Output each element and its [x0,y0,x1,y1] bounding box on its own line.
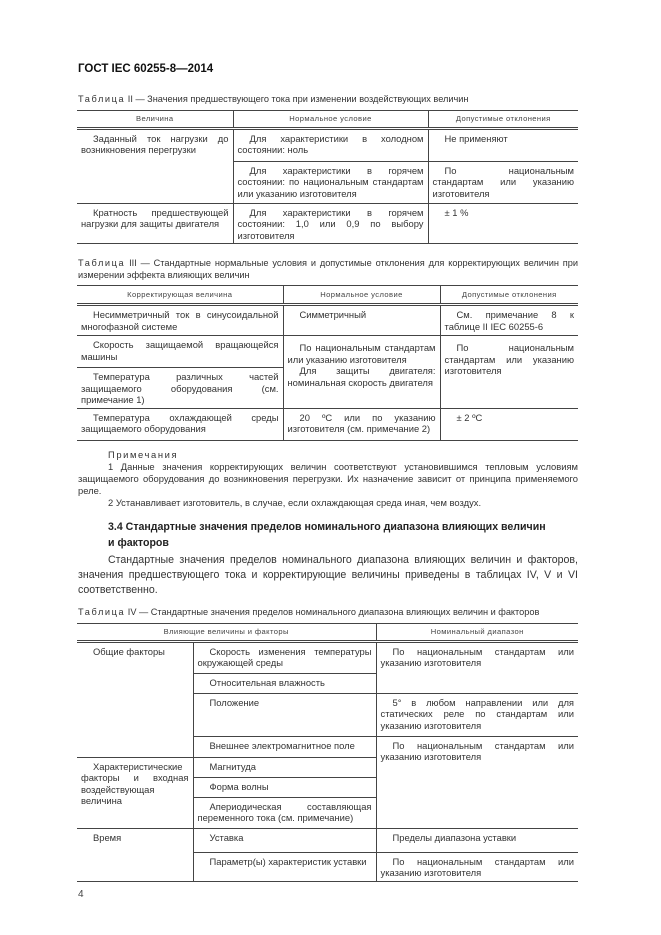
column-header: Нормальное условие [233,111,428,129]
table3-caption [77,257,578,281]
notes-title: Примечания [108,448,179,460]
cell [283,336,440,409]
note-item: 1 Данные значения корректирующих величин соответствуют установившимся тепловым условиям защищаемого оборудования до возникновения перегрузки. Их назначение зависит от принципа применяемого реле. [78,460,578,496]
notes [77,449,578,509]
column-header: Допустимые отклонения [428,111,578,129]
column-header: Корректирующая величина [77,286,283,305]
cell-line: Для защиты двигателя: номинальная скорость двигателя [287,365,436,388]
cell: Пределы диапазона уставки [376,828,578,852]
cell: Для характеристики в горячем состоянии: 1,0 или 0,9 по выбору изготовителя [233,203,428,244]
cell: Кратность предшествующей нагрузки для защиты двигателя [77,203,233,244]
cell: Скорость защищаемой вращающейся машины [77,336,283,368]
cell: ± 2 ºС [440,408,578,440]
caption-label: Таблица [78,258,126,268]
cell: Несимметричный ток в синусоидальной многофазной системе [77,305,283,336]
column-header: Нормальное условие [283,286,440,305]
table2-caption [77,93,578,105]
cell: По национальным стандартам или указанию изготовителя [376,641,578,693]
caption-label: Таблица [78,94,126,104]
cell: Параметр(ы) характеристик уставки [193,852,376,881]
cell: ± 1 % [428,203,578,244]
column-header: Допустимые отклонения [440,286,578,305]
cell: Магнитуда [193,757,376,777]
cell: Уставка [193,828,376,852]
section-heading [77,519,578,551]
cell: Положение [193,693,376,736]
cell: Форма волны [193,777,376,797]
column-header: Влияющие величины и факторы [77,623,376,641]
table-4 [77,623,578,882]
cell: По национальным стандартам или указанию изготовителя [440,336,578,409]
document-header: ГОСТ IEC 60255-8—2014 [78,63,214,75]
group-cell: Общие факторы [77,641,193,757]
note-item: 2 Устанавливает изготовитель, в случае, если охлаждающая среда иная, чем воздух. [108,496,482,508]
cell: Температура различных частей защищаемого оборудования (см. примечание 1) [77,368,283,409]
table-row [77,305,578,336]
page-number: 4 [78,888,84,900]
cell: Для характеристики в холодном состоянии: ноль [233,128,428,161]
cell: Апериодическая составляющая переменного тока (см. примечание) [193,797,376,828]
cell: По национальным стандартам или указанию изготовителя [376,736,578,828]
cell: По национальным стандартам или указанию изготовителя [376,852,578,881]
section-paragraph: Стандартные значения пределов номинального диапазона влияющих величин и факторов, значения предшествующего тока и корректирующие величины приведены в таблицах IV, V и VI соответственно. [78,553,578,596]
cell: Для характеристики в горячем состоянии: по национальным стандартам или указанию изготовителя [233,161,428,203]
cell: Симметричный [283,305,440,336]
group-cell: Время [77,828,193,881]
cell: По национальным стандартам или указанию изготовителя [428,161,578,203]
cell-line: По национальным стандартам или указанию изготовителя [287,342,436,365]
cell: Температура охлаждающей среды защищаемого оборудования [77,408,283,440]
cell: 5° в любом направлении или для статических реле по стандартам или указанию изготовителя [376,693,578,736]
table-3 [77,285,578,441]
cell: Относительная влажность [193,673,376,693]
cell: Заданный ток нагрузки до возникновения перегрузки [77,128,233,203]
section-heading-line: и факторов [108,536,169,549]
caption-text: II — Значения предшествующего тока при изменении воздействующих величин [125,94,469,104]
caption-label: Таблица [78,606,126,617]
caption-text: IV — Стандартные значения пределов номинального диапазона влияющих величин и факторов [125,606,540,617]
table-row [77,408,578,440]
cell: 20 ºС или по указанию изготовителя (см. примечание 2) [283,408,440,440]
section-heading-line: 3.4 Стандартные значения пределов номинального диапазона влияющих величин [108,520,546,533]
table-2 [77,110,578,244]
cell: См. примечание 8 к таблице II IEC 60255-6 [440,305,578,336]
caption-text: III — Стандартные нормальные условия и допустимые отклонения для корректирующих величин при измерении эффекта влияющих величин [78,258,578,280]
cell: Не применяют [428,128,578,161]
column-header: Величина [77,111,233,129]
cell: Скорость изменения температуры окружающей среды [193,641,376,673]
column-header: Номинальный диапазон [376,623,578,641]
table4-caption [77,606,578,618]
table-row [77,336,578,368]
table-row [77,641,578,673]
table-row [77,128,578,161]
table-row [77,828,578,852]
group-cell: Характеристические факторы и входная воздействующая величина [77,757,193,828]
table-row [77,203,578,244]
cell: Внешнее электромагнитное поле [193,736,376,757]
